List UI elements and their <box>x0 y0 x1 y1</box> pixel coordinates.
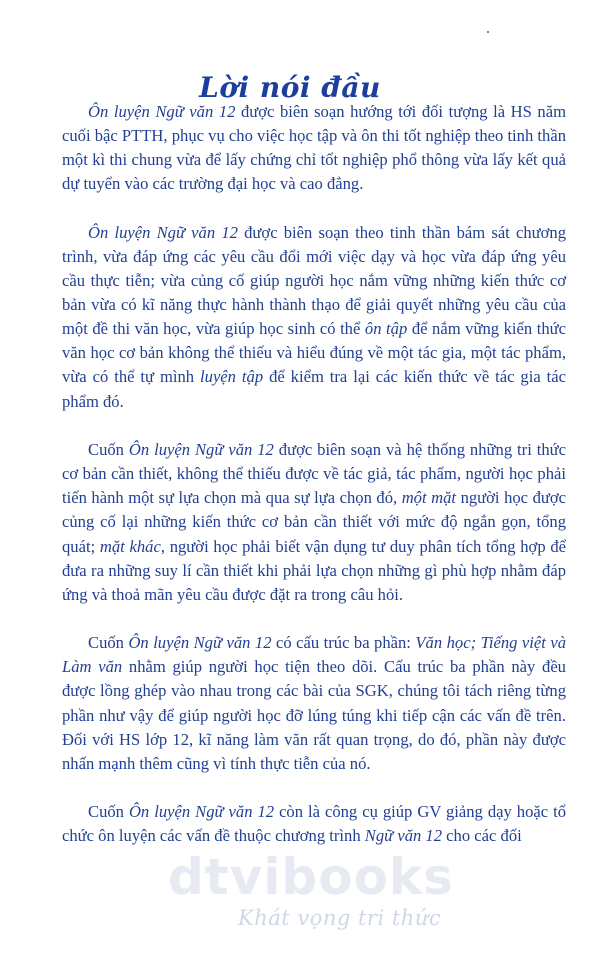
text-run: được biên soạn hướng tới đối tượng là HS năm cuối bậc PTTH, phục vụ cho việc học tập và ôn thi tốt nghiệp theo tinh thần một kì thi chung vừa để lấy chứng chỉ tốt nghiệp phổ thông vừa lấy kết quả dự tuyển vào các trường đại học và cao đẳng. <box>62 102 566 194</box>
text-run: nhằm giúp người học tiện theo dõi. Cấu trúc ba phần này đều được lồng ghép vào nhau trong các bài của SGK, chúng tôi tách riêng từng phần như vậy để giúp người học đỡ lúng túng khi tiếp cận các vấn đề trên. Đối với HS lớp 12, kĩ năng làm văn rất quan trọng, do đó, phần này được nhấn mạnh thêm cũng vì tính thực tiễn của nó. <box>62 657 566 773</box>
italic-run: Ôn luyện Ngữ văn 12 <box>128 802 275 822</box>
paragraph-1 <box>62 100 566 196</box>
scan-speck <box>487 31 489 33</box>
text-run: Cuốn <box>88 802 129 822</box>
paragraph-2 <box>62 221 566 414</box>
watermark-brand: dtvibooks <box>168 848 454 906</box>
text-run: Cuốn <box>88 440 129 460</box>
italic-run: Ôn luyện Ngữ văn 12 <box>88 102 236 121</box>
preface-body <box>62 100 566 873</box>
paragraph-4 <box>62 631 566 776</box>
italic-run: Ôn luyện Ngữ văn 12 <box>128 440 274 460</box>
italic-run: Văn học; Tiếng việt và Làm văn <box>62 633 567 677</box>
watermark-slogan: Khát vọng tri thức <box>238 906 442 930</box>
italic-run: Ôn luyện Ngữ văn 12 <box>88 222 238 242</box>
text-run: người học được củng cố lại những kiến thức cơ bản cần thiết với mức độ ngắn gọn, tổng quát; <box>62 488 566 556</box>
italic-run: mặt khác <box>99 536 161 556</box>
italic-run: một mặt <box>401 488 457 508</box>
text-run: để nắm vững kiến thức văn học cơ bản không thể thiếu và hiểu đúng về một tác gia, một tác phẩm, vừa có thể tự mình <box>62 319 566 387</box>
text-run: còn là công cụ giúp GV giảng dạy hoặc tổ chức ôn luyện các vấn đề thuộc chương trình <box>62 802 567 846</box>
italic-run: luyện tập <box>200 367 264 387</box>
text-run: Cuốn <box>88 633 129 653</box>
paragraph-5 <box>62 800 566 848</box>
text-run: có cấu trúc ba phần: <box>271 633 416 653</box>
text-run: cho các đối <box>442 826 522 846</box>
text-run: để kiểm tra lại các kiến thức về tác gia tác phẩm đó. <box>62 367 566 411</box>
italic-run: Ngữ văn 12 <box>364 826 443 846</box>
text-run: được biên soạn theo tinh thần bám sát chương trình, vừa đáp ứng các yêu cầu đổi mới việc dạy và học vừa đáp ứng yêu cầu thực tiễn; vừa củng cố giúp người học nắm vững những kiến thức cơ bản vừa có kĩ năng thực hành thành thạo để giải quyết những yêu cầu của một đề thi văn học, vừa giúp học sinh có thể <box>62 222 567 339</box>
italic-run: ôn tập <box>364 319 408 339</box>
page-title: Lời nói đầu <box>199 70 381 104</box>
italic-run: Ôn luyện Ngữ văn 12 <box>128 633 272 653</box>
paragraph-3 <box>62 438 566 607</box>
text-run: , người học phải biết vận dụng tư duy phân tích tổng hợp để đưa ra những suy lí cần thiết khi phải lựa chọn những gì phù hợp nhằm đáp ứng và thoả mãn yêu cầu được đặt ra trong câu hỏi. <box>62 536 566 604</box>
text-run: được biên soạn và hệ thống những tri thức cơ bản cần thiết, không thể thiếu được về tác giả, tác phẩm, người học phải tiến hành một sự lựa chọn mà qua sự lựa chọn đó, <box>62 440 567 508</box>
